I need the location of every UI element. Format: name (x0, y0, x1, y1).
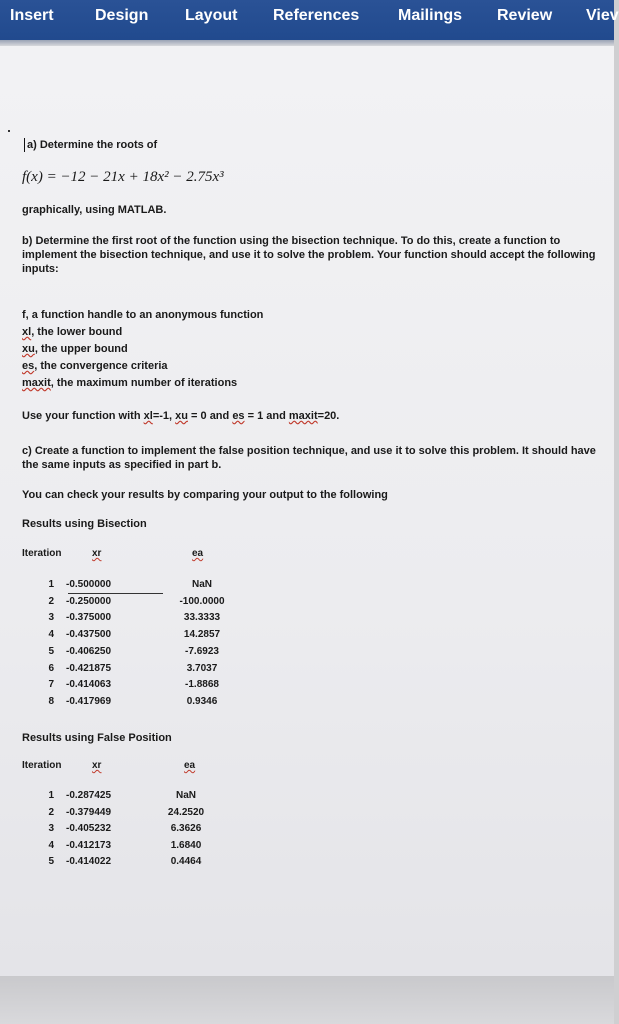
cell-iteration: 1 (48, 579, 54, 590)
cell-xr: -0.405232 (66, 823, 112, 835)
cell-ea: 24.2520 (167, 806, 205, 818)
part-a-tail: graphically, using MATLAB. (22, 204, 167, 216)
cell-ea: 6.3626 (170, 823, 202, 835)
cell-ea: -1.8868 (185, 679, 219, 691)
cell-iteration: 8 (48, 695, 54, 707)
row-underline (68, 593, 163, 594)
cell-ea: NaN (175, 790, 196, 801)
cell-xr: -0.406250 (66, 645, 112, 657)
input-item (22, 359, 168, 373)
usage-es-val: = 1 and (244, 410, 289, 422)
text-caret (24, 138, 25, 152)
input-desc: , the upper bound (34, 343, 128, 355)
header-iteration: Iteration (22, 548, 62, 559)
header-ea: ea (192, 548, 204, 559)
tab-mailings[interactable]: Mailings (398, 7, 463, 24)
tab-references[interactable]: References (273, 7, 360, 24)
cell-iteration: 5 (48, 856, 54, 868)
cell-ea: 0.9346 (186, 695, 218, 707)
input-desc: , the lower bound (31, 326, 123, 338)
cell-ea: 3.7037 (186, 662, 218, 674)
usage-maxit-val: =20. (317, 410, 340, 422)
cell-iteration: 3 (48, 823, 54, 835)
bisection-title: Results using Bisection (22, 518, 147, 530)
usage-xl: xl (143, 410, 153, 422)
cell-xr: -0.375000 (66, 612, 112, 624)
input-item (22, 342, 128, 356)
cell-iteration: 2 (48, 806, 54, 818)
ribbon-tab-bar (0, 0, 619, 40)
cell-xr: -0.412173 (66, 839, 112, 851)
header-xr: xr (92, 548, 102, 559)
cell-ea: -7.6923 (185, 645, 219, 657)
input-desc: , the maximum number of iterations (50, 377, 238, 389)
input-item (22, 308, 263, 322)
input-desc: , the convergence criteria (34, 360, 168, 372)
input-name: es (22, 360, 35, 372)
cell-iteration: 4 (48, 839, 54, 851)
cell-xr: -0.250000 (66, 595, 112, 607)
tab-layout[interactable]: Layout (185, 7, 238, 24)
cell-iteration: 1 (48, 790, 54, 801)
part-c-text: c) Create a function to implement the false position technique, and use it to solve this problem. It should have the same inputs as specified in part b. (22, 445, 596, 471)
input-item (22, 325, 122, 339)
input-desc: , a function handle to an anonymous function (25, 309, 264, 321)
cell-ea: 14.2857 (183, 629, 221, 641)
cell-xr: -0.500000 (66, 579, 112, 590)
usage-xl-val: =-1, (152, 410, 176, 422)
cell-ea: 1.6840 (170, 839, 202, 851)
input-item (22, 376, 237, 390)
cell-xr: -0.379449 (66, 806, 112, 818)
cell-iteration: 3 (48, 612, 54, 624)
usage-es: es (232, 410, 245, 422)
header-ea: ea (184, 760, 196, 771)
input-name: xu (22, 343, 35, 355)
tab-review[interactable]: Review (497, 7, 553, 24)
tab-design[interactable]: Design (95, 7, 149, 24)
cell-iteration: 4 (48, 629, 54, 641)
header-xr: xr (92, 760, 102, 771)
usage-xu-val: = 0 and (187, 410, 233, 422)
cell-xr: -0.417969 (66, 695, 112, 707)
tab-view[interactable]: Viev (586, 7, 619, 24)
check-text: You can check your results by comparing your output to the following (22, 489, 388, 501)
usage-maxit: maxit (288, 410, 318, 422)
function-formula: f(x) = −12 − 21x + 18x² − 2.75x³ (22, 169, 224, 185)
usage-prefix: Use your function with (22, 410, 144, 422)
cell-ea: 0.4464 (170, 856, 202, 868)
header-iteration: Iteration (22, 760, 62, 771)
cell-iteration: 5 (48, 645, 54, 657)
document-page[interactable] (0, 46, 614, 976)
tab-insert[interactable]: Insert (10, 7, 54, 24)
cell-ea: NaN (191, 579, 212, 590)
cell-iteration: 6 (48, 662, 54, 674)
input-name: maxit (22, 377, 51, 389)
margin-mark (8, 130, 10, 132)
part-a-heading: a) Determine the roots of (27, 139, 158, 151)
cell-xr: -0.287425 (66, 790, 112, 801)
usage-xu: xu (175, 410, 188, 422)
input-name: xl (22, 326, 32, 338)
cell-xr: -0.414022 (66, 856, 112, 868)
part-b-text: b) Determine the first root of the function using the bisection technique. To do this, create a function to implement the bisection technique, and use it to solve the problem. Your function should accept the following inputs: (22, 235, 596, 275)
cell-ea: 33.3333 (183, 612, 221, 624)
cell-iteration: 2 (48, 595, 54, 607)
false-position-title: Results using False Position (22, 732, 172, 744)
usage-line (22, 409, 339, 423)
input-name: f (22, 309, 26, 321)
cell-ea: -100.0000 (179, 595, 225, 607)
cell-xr: -0.421875 (66, 662, 112, 674)
window-bottom-band (0, 976, 614, 1024)
cell-xr: -0.414063 (66, 679, 112, 691)
cell-xr: -0.437500 (66, 629, 112, 641)
cell-iteration: 7 (48, 679, 54, 691)
